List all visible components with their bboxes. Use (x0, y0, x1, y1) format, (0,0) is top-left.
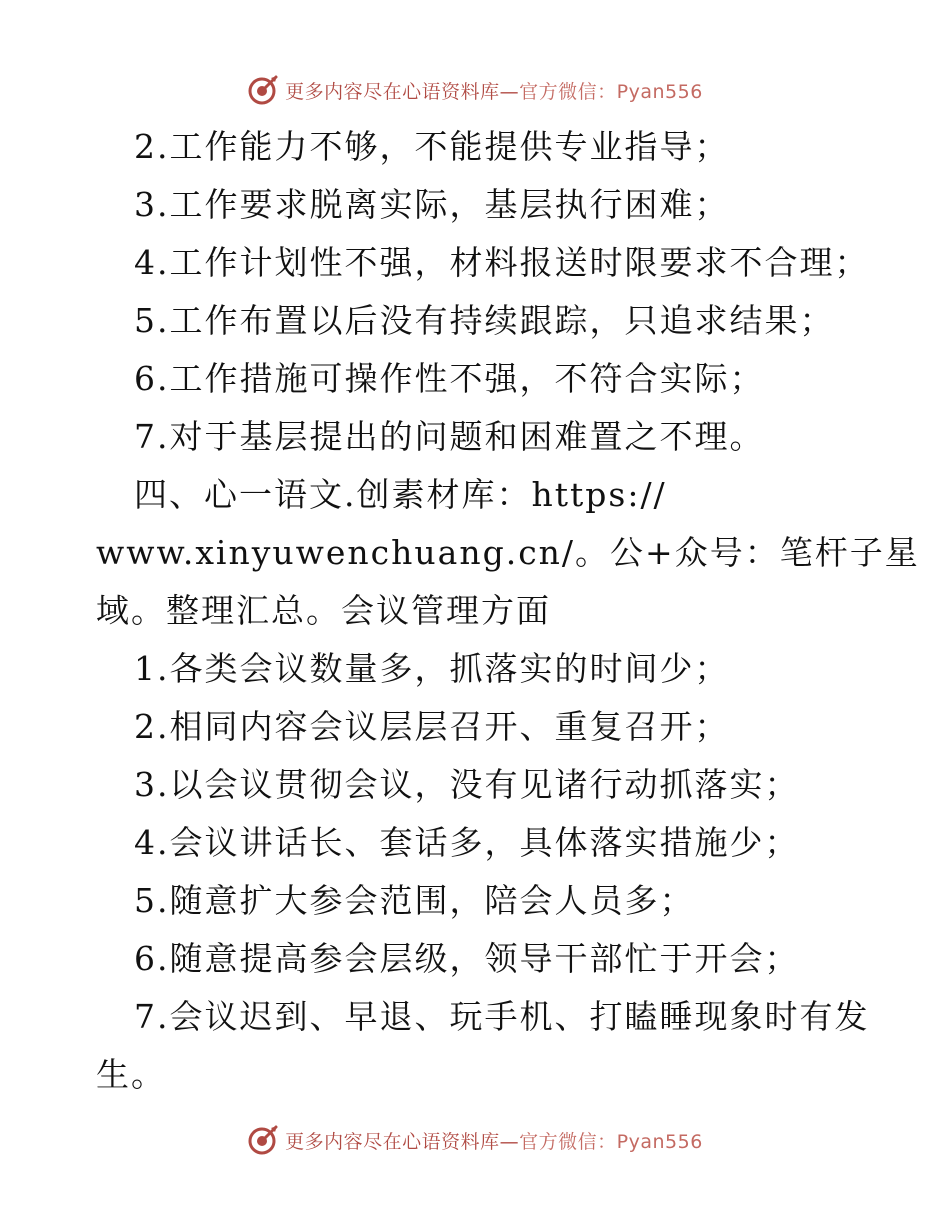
text-line: 域。整理汇总。会议管理方面 (96, 591, 551, 630)
banner-text (285, 1127, 703, 1154)
text-line: 6.工作措施可操作性不强，不符合实际； (134, 359, 765, 398)
header-banner (0, 70, 950, 110)
banner-wechat: 官方微信：Pyan556 (519, 1130, 703, 1153)
text-line: 1.各类会议数量多，抓落实的时间少； (134, 649, 730, 688)
text-line: 生。 (96, 1055, 166, 1094)
footer-banner (0, 1120, 950, 1160)
pen-logo-icon (247, 1124, 279, 1156)
text-line: 5.随意扩大参会范围，陪会人员多； (134, 881, 695, 920)
text-line: 5.工作布置以后没有持续跟踪，只追求结果； (134, 301, 835, 340)
text-line: 2.相同内容会议层层召开、重复召开； (134, 707, 730, 746)
section-heading: 四、心一语文.创素材库：https:// (134, 475, 667, 514)
text-line: 3.以会议贯彻会议，没有见诸行动抓落实； (134, 765, 800, 804)
text-line: 4.会议讲话长、套话多，具体落实措施少； (134, 823, 800, 862)
banner-text (285, 77, 703, 104)
text-line: 7.会议迟到、早退、玩手机、打瞌睡现象时有发 (134, 997, 870, 1036)
banner-dash: — (499, 1130, 520, 1153)
text-line: 4.工作计划性不强，材料报送时限要求不合理； (134, 243, 870, 282)
banner-title: 更多内容尽在心语资料库 (285, 1130, 500, 1153)
text-line: 7.对于基层提出的问题和困难置之不理。 (134, 417, 765, 456)
banner-wechat: 官方微信：Pyan556 (519, 80, 703, 103)
text-line: 3.工作要求脱离实际，基层执行困难； (134, 185, 730, 224)
pen-logo-icon (247, 74, 279, 106)
text-line: www.xinyuwenchuang.cn/。公+众号：笔杆子星 (96, 533, 920, 572)
text-line: 2.工作能力不够，不能提供专业指导； (134, 127, 730, 166)
document-body (96, 118, 920, 1104)
banner-dash: — (499, 80, 520, 103)
text-line: 6.随意提高参会层级，领导干部忙于开会； (134, 939, 800, 978)
banner-title: 更多内容尽在心语资料库 (285, 80, 500, 103)
